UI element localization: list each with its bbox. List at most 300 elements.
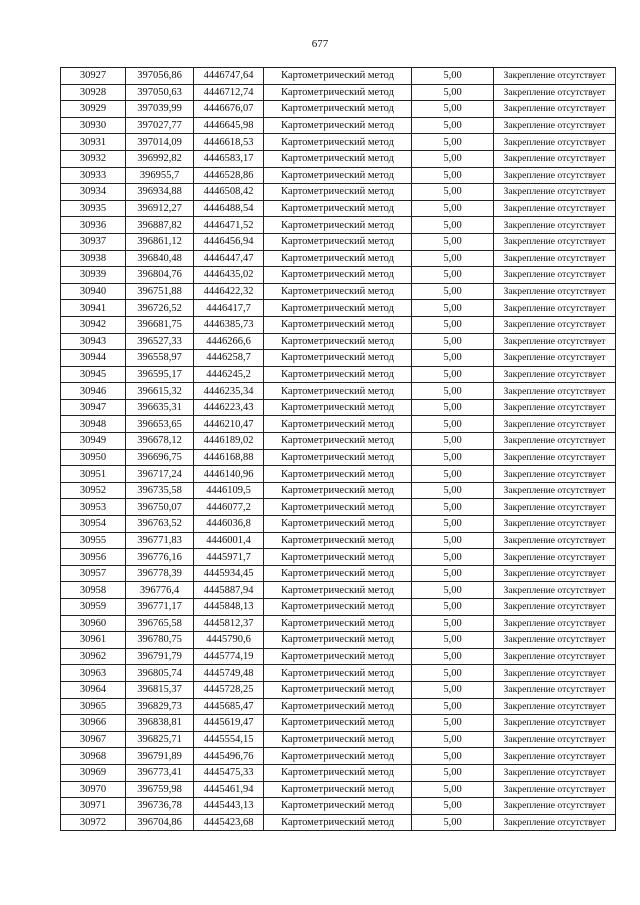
table-row (61, 582, 616, 599)
accuracy-cell: 5,00 (412, 731, 494, 748)
x-coordinate-cell: 396704,86 (126, 814, 194, 831)
method-cell: Картометрический метод (264, 748, 412, 765)
method-cell: Картометрический метод (264, 449, 412, 466)
fixing-cell: Закрепление отсутствует (494, 316, 616, 333)
point-number-cell: 30933 (61, 167, 126, 184)
method-cell: Картометрический метод (264, 283, 412, 300)
fixing-cell: Закрепление отсутствует (494, 250, 616, 267)
x-coordinate-cell: 397027,77 (126, 117, 194, 134)
fixing-cell: Закрепление отсутствует (494, 134, 616, 151)
x-coordinate-cell: 396527,33 (126, 333, 194, 350)
method-cell: Картометрический метод (264, 715, 412, 732)
page-number: 677 (311, 38, 329, 50)
coordinates-table-body (61, 68, 616, 831)
y-coordinate-cell: 4445475,33 (194, 764, 264, 781)
method-cell: Картометрический метод (264, 117, 412, 134)
point-number-cell: 30961 (61, 632, 126, 649)
accuracy-cell: 5,00 (412, 167, 494, 184)
method-cell: Картометрический метод (264, 698, 412, 715)
point-number-cell: 30962 (61, 648, 126, 665)
fixing-cell: Закрепление отсутствует (494, 516, 616, 533)
y-coordinate-cell: 4446528,86 (194, 167, 264, 184)
accuracy-cell: 5,00 (412, 764, 494, 781)
method-cell: Картометрический метод (264, 665, 412, 682)
table-row (61, 184, 616, 201)
fixing-cell: Закрепление отсутствует (494, 665, 616, 682)
x-coordinate-cell: 396558,97 (126, 350, 194, 367)
fixing-cell: Закрепление отсутствует (494, 366, 616, 383)
table-row (61, 698, 616, 715)
x-coordinate-cell: 396678,12 (126, 433, 194, 450)
accuracy-cell: 5,00 (412, 549, 494, 566)
x-coordinate-cell: 396653,65 (126, 416, 194, 433)
point-number-cell: 30949 (61, 433, 126, 450)
accuracy-cell: 5,00 (412, 117, 494, 134)
method-cell: Картометрический метод (264, 68, 412, 85)
table-row (61, 383, 616, 400)
point-number-cell: 30966 (61, 715, 126, 732)
method-cell: Картометрический метод (264, 250, 412, 267)
fixing-cell: Закрепление отсутствует (494, 283, 616, 300)
method-cell: Картометрический метод (264, 599, 412, 616)
table-row (61, 283, 616, 300)
x-coordinate-cell: 396765,58 (126, 615, 194, 632)
point-number-cell: 30959 (61, 599, 126, 616)
method-cell: Картометрический метод (264, 516, 412, 533)
y-coordinate-cell: 4446266,6 (194, 333, 264, 350)
fixing-cell: Закрепление отсутствует (494, 300, 616, 317)
accuracy-cell: 5,00 (412, 416, 494, 433)
y-coordinate-cell: 4445887,94 (194, 582, 264, 599)
y-coordinate-cell: 4445812,37 (194, 615, 264, 632)
point-number-cell: 30963 (61, 665, 126, 682)
point-number-cell: 30972 (61, 814, 126, 831)
method-cell: Картометрический метод (264, 433, 412, 450)
table-row (61, 300, 616, 317)
point-number-cell: 30956 (61, 549, 126, 566)
x-coordinate-cell: 396776,4 (126, 582, 194, 599)
y-coordinate-cell: 4446109,5 (194, 482, 264, 499)
accuracy-cell: 5,00 (412, 399, 494, 416)
fixing-cell: Закрепление отсутствует (494, 615, 616, 632)
table-row (61, 250, 616, 267)
accuracy-cell: 5,00 (412, 383, 494, 400)
accuracy-cell: 5,00 (412, 449, 494, 466)
x-coordinate-cell: 396751,88 (126, 283, 194, 300)
point-number-cell: 30946 (61, 383, 126, 400)
y-coordinate-cell: 4445423,68 (194, 814, 264, 831)
point-number-cell: 30940 (61, 283, 126, 300)
fixing-cell: Закрепление отсутствует (494, 416, 616, 433)
point-number-cell: 30935 (61, 200, 126, 217)
x-coordinate-cell: 397056,86 (126, 68, 194, 85)
table-row (61, 764, 616, 781)
table-row (61, 68, 616, 85)
x-coordinate-cell: 397039,99 (126, 101, 194, 118)
x-coordinate-cell: 396955,7 (126, 167, 194, 184)
table-row (61, 101, 616, 118)
table-row (61, 233, 616, 250)
table-row (61, 117, 616, 134)
accuracy-cell: 5,00 (412, 466, 494, 483)
accuracy-cell: 5,00 (412, 665, 494, 682)
point-number-cell: 30927 (61, 68, 126, 85)
fixing-cell: Закрепление отсутствует (494, 184, 616, 201)
y-coordinate-cell: 4445749,48 (194, 665, 264, 682)
y-coordinate-cell: 4446417,7 (194, 300, 264, 317)
accuracy-cell: 5,00 (412, 499, 494, 516)
fixing-cell: Закрепление отсутствует (494, 466, 616, 483)
method-cell: Картометрический метод (264, 565, 412, 582)
accuracy-cell: 5,00 (412, 532, 494, 549)
x-coordinate-cell: 396780,75 (126, 632, 194, 649)
y-coordinate-cell: 4446712,74 (194, 84, 264, 101)
table-row (61, 565, 616, 582)
fixing-cell: Закрепление отсутствует (494, 681, 616, 698)
point-number-cell: 30928 (61, 84, 126, 101)
y-coordinate-cell: 4446618,53 (194, 134, 264, 151)
accuracy-cell: 5,00 (412, 200, 494, 217)
method-cell: Картометрический метод (264, 300, 412, 317)
fixing-cell: Закрепление отсутствует (494, 499, 616, 516)
method-cell: Картометрический метод (264, 150, 412, 167)
point-number-cell: 30947 (61, 399, 126, 416)
accuracy-cell: 5,00 (412, 233, 494, 250)
table-row (61, 632, 616, 649)
accuracy-cell: 5,00 (412, 698, 494, 715)
accuracy-cell: 5,00 (412, 217, 494, 234)
accuracy-cell: 5,00 (412, 68, 494, 85)
y-coordinate-cell: 4445934,45 (194, 565, 264, 582)
accuracy-cell: 5,00 (412, 150, 494, 167)
y-coordinate-cell: 4445790,6 (194, 632, 264, 649)
point-number-cell: 30938 (61, 250, 126, 267)
x-coordinate-cell: 396912,27 (126, 200, 194, 217)
y-coordinate-cell: 4446168,88 (194, 449, 264, 466)
y-coordinate-cell: 4445685,47 (194, 698, 264, 715)
method-cell: Картометрический метод (264, 184, 412, 201)
fixing-cell: Закрепление отсутствует (494, 267, 616, 284)
fixing-cell: Закрепление отсутствует (494, 582, 616, 599)
y-coordinate-cell: 4446645,98 (194, 117, 264, 134)
fixing-cell: Закрепление отсутствует (494, 167, 616, 184)
fixing-cell: Закрепление отсутствует (494, 698, 616, 715)
method-cell: Картометрический метод (264, 399, 412, 416)
y-coordinate-cell: 4446001,4 (194, 532, 264, 549)
table-row (61, 499, 616, 516)
accuracy-cell: 5,00 (412, 134, 494, 151)
y-coordinate-cell: 4445461,94 (194, 781, 264, 798)
point-number-cell: 30958 (61, 582, 126, 599)
point-number-cell: 30937 (61, 233, 126, 250)
table-row (61, 167, 616, 184)
y-coordinate-cell: 4445443,13 (194, 798, 264, 815)
accuracy-cell: 5,00 (412, 565, 494, 582)
x-coordinate-cell: 396887,82 (126, 217, 194, 234)
accuracy-cell: 5,00 (412, 798, 494, 815)
point-number-cell: 30948 (61, 416, 126, 433)
y-coordinate-cell: 4446676,07 (194, 101, 264, 118)
x-coordinate-cell: 396615,32 (126, 383, 194, 400)
x-coordinate-cell: 396750,07 (126, 499, 194, 516)
table-row (61, 648, 616, 665)
point-number-cell: 30932 (61, 150, 126, 167)
y-coordinate-cell: 4446508,42 (194, 184, 264, 201)
x-coordinate-cell: 396717,24 (126, 466, 194, 483)
accuracy-cell: 5,00 (412, 316, 494, 333)
table-row (61, 267, 616, 284)
accuracy-cell: 5,00 (412, 599, 494, 616)
method-cell: Картометрический метод (264, 499, 412, 516)
point-number-cell: 30941 (61, 300, 126, 317)
fixing-cell: Закрепление отсутствует (494, 814, 616, 831)
y-coordinate-cell: 4446471,52 (194, 217, 264, 234)
point-number-cell: 30964 (61, 681, 126, 698)
point-number-cell: 30957 (61, 565, 126, 582)
x-coordinate-cell: 396934,88 (126, 184, 194, 201)
fixing-cell: Закрепление отсутствует (494, 399, 616, 416)
table-row (61, 366, 616, 383)
fixing-cell: Закрепление отсутствует (494, 150, 616, 167)
y-coordinate-cell: 4446077,2 (194, 499, 264, 516)
x-coordinate-cell: 397050,63 (126, 84, 194, 101)
accuracy-cell: 5,00 (412, 283, 494, 300)
x-coordinate-cell: 396992,82 (126, 150, 194, 167)
x-coordinate-cell: 396635,31 (126, 399, 194, 416)
y-coordinate-cell: 4445619,47 (194, 715, 264, 732)
table-row (61, 433, 616, 450)
fixing-cell: Закрепление отсутствует (494, 350, 616, 367)
point-number-cell: 30967 (61, 731, 126, 748)
y-coordinate-cell: 4445971,7 (194, 549, 264, 566)
table-row (61, 731, 616, 748)
point-number-cell: 30971 (61, 798, 126, 815)
y-coordinate-cell: 4446235,34 (194, 383, 264, 400)
table-row (61, 516, 616, 533)
y-coordinate-cell: 4445554,15 (194, 731, 264, 748)
x-coordinate-cell: 396815,37 (126, 681, 194, 698)
y-coordinate-cell: 4446036,8 (194, 516, 264, 533)
method-cell: Картометрический метод (264, 781, 412, 798)
x-coordinate-cell: 396805,74 (126, 665, 194, 682)
fixing-cell: Закрепление отсутствует (494, 449, 616, 466)
accuracy-cell: 5,00 (412, 615, 494, 632)
method-cell: Картометрический метод (264, 167, 412, 184)
fixing-cell: Закрепление отсутствует (494, 632, 616, 649)
point-number-cell: 30954 (61, 516, 126, 533)
method-cell: Картометрический метод (264, 482, 412, 499)
table-row (61, 350, 616, 367)
method-cell: Картометрический метод (264, 582, 412, 599)
accuracy-cell: 5,00 (412, 267, 494, 284)
point-number-cell: 30951 (61, 466, 126, 483)
fixing-cell: Закрепление отсутствует (494, 117, 616, 134)
point-number-cell: 30952 (61, 482, 126, 499)
table-row (61, 134, 616, 151)
accuracy-cell: 5,00 (412, 781, 494, 798)
table-row (61, 84, 616, 101)
x-coordinate-cell: 396763,52 (126, 516, 194, 533)
fixing-cell: Закрепление отсутствует (494, 549, 616, 566)
point-number-cell: 30939 (61, 267, 126, 284)
method-cell: Картометрический метод (264, 416, 412, 433)
fixing-cell: Закрепление отсутствует (494, 748, 616, 765)
point-number-cell: 30960 (61, 615, 126, 632)
x-coordinate-cell: 396776,16 (126, 549, 194, 566)
x-coordinate-cell: 396861,12 (126, 233, 194, 250)
accuracy-cell: 5,00 (412, 350, 494, 367)
x-coordinate-cell: 396791,79 (126, 648, 194, 665)
accuracy-cell: 5,00 (412, 366, 494, 383)
x-coordinate-cell: 396595,17 (126, 366, 194, 383)
coordinates-table (60, 67, 616, 831)
fixing-cell: Закрепление отсутствует (494, 599, 616, 616)
fixing-cell: Закрепление отсутствует (494, 333, 616, 350)
fixing-cell: Закрепление отсутствует (494, 798, 616, 815)
method-cell: Картометрический метод (264, 200, 412, 217)
method-cell: Картометрический метод (264, 466, 412, 483)
point-number-cell: 30931 (61, 134, 126, 151)
fixing-cell: Закрепление отсутствует (494, 482, 616, 499)
y-coordinate-cell: 4446583,17 (194, 150, 264, 167)
table-row (61, 665, 616, 682)
method-cell: Картометрический метод (264, 731, 412, 748)
accuracy-cell: 5,00 (412, 516, 494, 533)
x-coordinate-cell: 396778,39 (126, 565, 194, 582)
fixing-cell: Закрепление отсутствует (494, 68, 616, 85)
table-row (61, 150, 616, 167)
fixing-cell: Закрепление отсутствует (494, 715, 616, 732)
table-row (61, 615, 616, 632)
table-row (61, 416, 616, 433)
point-number-cell: 30969 (61, 764, 126, 781)
x-coordinate-cell: 396804,76 (126, 267, 194, 284)
table-row (61, 399, 616, 416)
method-cell: Картометрический метод (264, 814, 412, 831)
accuracy-cell: 5,00 (412, 433, 494, 450)
method-cell: Картометрический метод (264, 632, 412, 649)
accuracy-cell: 5,00 (412, 333, 494, 350)
y-coordinate-cell: 4446747,64 (194, 68, 264, 85)
y-coordinate-cell: 4446385,73 (194, 316, 264, 333)
method-cell: Картометрический метод (264, 532, 412, 549)
x-coordinate-cell: 396736,78 (126, 798, 194, 815)
fixing-cell: Закрепление отсутствует (494, 200, 616, 217)
point-number-cell: 30965 (61, 698, 126, 715)
method-cell: Картометрический метод (264, 84, 412, 101)
y-coordinate-cell: 4446435,02 (194, 267, 264, 284)
method-cell: Картометрический метод (264, 316, 412, 333)
table-row (61, 715, 616, 732)
method-cell: Картометрический метод (264, 134, 412, 151)
table-row (61, 599, 616, 616)
point-number-cell: 30936 (61, 217, 126, 234)
x-coordinate-cell: 396759,98 (126, 781, 194, 798)
table-row (61, 798, 616, 815)
y-coordinate-cell: 4446258,7 (194, 350, 264, 367)
accuracy-cell: 5,00 (412, 101, 494, 118)
point-number-cell: 30943 (61, 333, 126, 350)
table-row (61, 781, 616, 798)
point-number-cell: 30929 (61, 101, 126, 118)
fixing-cell: Закрепление отсутствует (494, 84, 616, 101)
fixing-cell: Закрепление отсутствует (494, 565, 616, 582)
method-cell: Картометрический метод (264, 366, 412, 383)
method-cell: Картометрический метод (264, 333, 412, 350)
table-row (61, 748, 616, 765)
accuracy-cell: 5,00 (412, 250, 494, 267)
accuracy-cell: 5,00 (412, 681, 494, 698)
table-row (61, 814, 616, 831)
method-cell: Картометрический метод (264, 383, 412, 400)
accuracy-cell: 5,00 (412, 648, 494, 665)
x-coordinate-cell: 396771,17 (126, 599, 194, 616)
fixing-cell: Закрепление отсутствует (494, 101, 616, 118)
accuracy-cell: 5,00 (412, 814, 494, 831)
method-cell: Картометрический метод (264, 615, 412, 632)
y-coordinate-cell: 4446210,47 (194, 416, 264, 433)
method-cell: Картометрический метод (264, 764, 412, 781)
table-row (61, 449, 616, 466)
fixing-cell: Закрепление отсутствует (494, 648, 616, 665)
y-coordinate-cell: 4446456,94 (194, 233, 264, 250)
method-cell: Картометрический метод (264, 648, 412, 665)
point-number-cell: 30934 (61, 184, 126, 201)
x-coordinate-cell: 396825,71 (126, 731, 194, 748)
y-coordinate-cell: 4445496,76 (194, 748, 264, 765)
method-cell: Картометрический метод (264, 681, 412, 698)
table-row (61, 482, 616, 499)
y-coordinate-cell: 4446223,43 (194, 399, 264, 416)
accuracy-cell: 5,00 (412, 632, 494, 649)
x-coordinate-cell: 396773,41 (126, 764, 194, 781)
point-number-cell: 30968 (61, 748, 126, 765)
method-cell: Картометрический метод (264, 217, 412, 234)
method-cell: Картометрический метод (264, 549, 412, 566)
fixing-cell: Закрепление отсутствует (494, 532, 616, 549)
y-coordinate-cell: 4446422,32 (194, 283, 264, 300)
fixing-cell: Закрепление отсутствует (494, 383, 616, 400)
accuracy-cell: 5,00 (412, 715, 494, 732)
point-number-cell: 30942 (61, 316, 126, 333)
point-number-cell: 30950 (61, 449, 126, 466)
table-row (61, 217, 616, 234)
y-coordinate-cell: 4446245,2 (194, 366, 264, 383)
table-row (61, 549, 616, 566)
x-coordinate-cell: 396838,81 (126, 715, 194, 732)
accuracy-cell: 5,00 (412, 748, 494, 765)
y-coordinate-cell: 4445774,19 (194, 648, 264, 665)
x-coordinate-cell: 396771,83 (126, 532, 194, 549)
y-coordinate-cell: 4445848,13 (194, 599, 264, 616)
fixing-cell: Закрепление отсутствует (494, 781, 616, 798)
x-coordinate-cell: 396829,73 (126, 698, 194, 715)
accuracy-cell: 5,00 (412, 300, 494, 317)
y-coordinate-cell: 4446189,02 (194, 433, 264, 450)
table-row (61, 681, 616, 698)
x-coordinate-cell: 396681,75 (126, 316, 194, 333)
method-cell: Картометрический метод (264, 267, 412, 284)
table-row (61, 532, 616, 549)
y-coordinate-cell: 4446140,96 (194, 466, 264, 483)
y-coordinate-cell: 4446447,47 (194, 250, 264, 267)
fixing-cell: Закрепление отсутствует (494, 433, 616, 450)
accuracy-cell: 5,00 (412, 582, 494, 599)
method-cell: Картометрический метод (264, 350, 412, 367)
fixing-cell: Закрепление отсутствует (494, 233, 616, 250)
fixing-cell: Закрепление отсутствует (494, 217, 616, 234)
table-row (61, 466, 616, 483)
